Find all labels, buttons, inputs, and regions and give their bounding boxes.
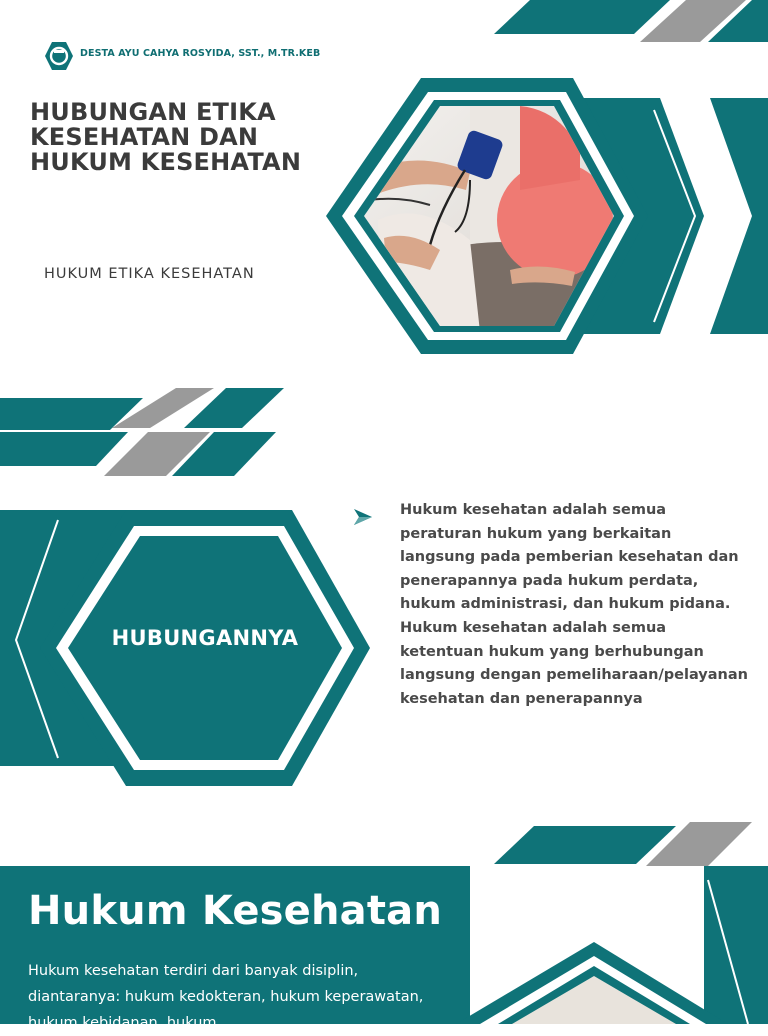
hero-right-bar (710, 98, 768, 334)
page-title: HUBUNGAN ETIKA KESEHATAN DAN HUKUM KESEHATAN (30, 98, 302, 176)
bullet-paragraph: Hukum kesehatan adalah semua peraturan hukum yang berkaitan langsung pada pemberian kesehatan dan penerapannya pada hukum perdata, hukum administrasi, dan hukum pidana. Hukum kesehatan adalah semua ketentuan hukum yang berhubungan langsung dengan pemeliharaan/pelayanan kesehatan dan penerapannya (400, 502, 748, 707)
section-right-bar (704, 866, 768, 1024)
mid-stripe-lower (0, 432, 128, 466)
section-title: Hukum Kesehatan (28, 888, 443, 934)
author-name: DESTA AYU CAHYA ROSYIDA, SST., M.TR.KEB (80, 48, 321, 59)
top-stripe-teal-left (494, 0, 670, 34)
arrow-right-icon (352, 507, 374, 527)
ring-logo-icon (45, 42, 73, 70)
hex-label: HUBUNGANNYA (111, 626, 299, 650)
section-body: Hukum kesehatan terdiri dari banyak disiplin, diantaranya: hukum kedokteran, hukum keperawatan, hukum kebidanan, hukum (28, 963, 424, 1031)
bottom-stripe-teal (494, 826, 676, 864)
page-subtitle: HUKUM ETIKA KESEHATAN (44, 266, 255, 282)
